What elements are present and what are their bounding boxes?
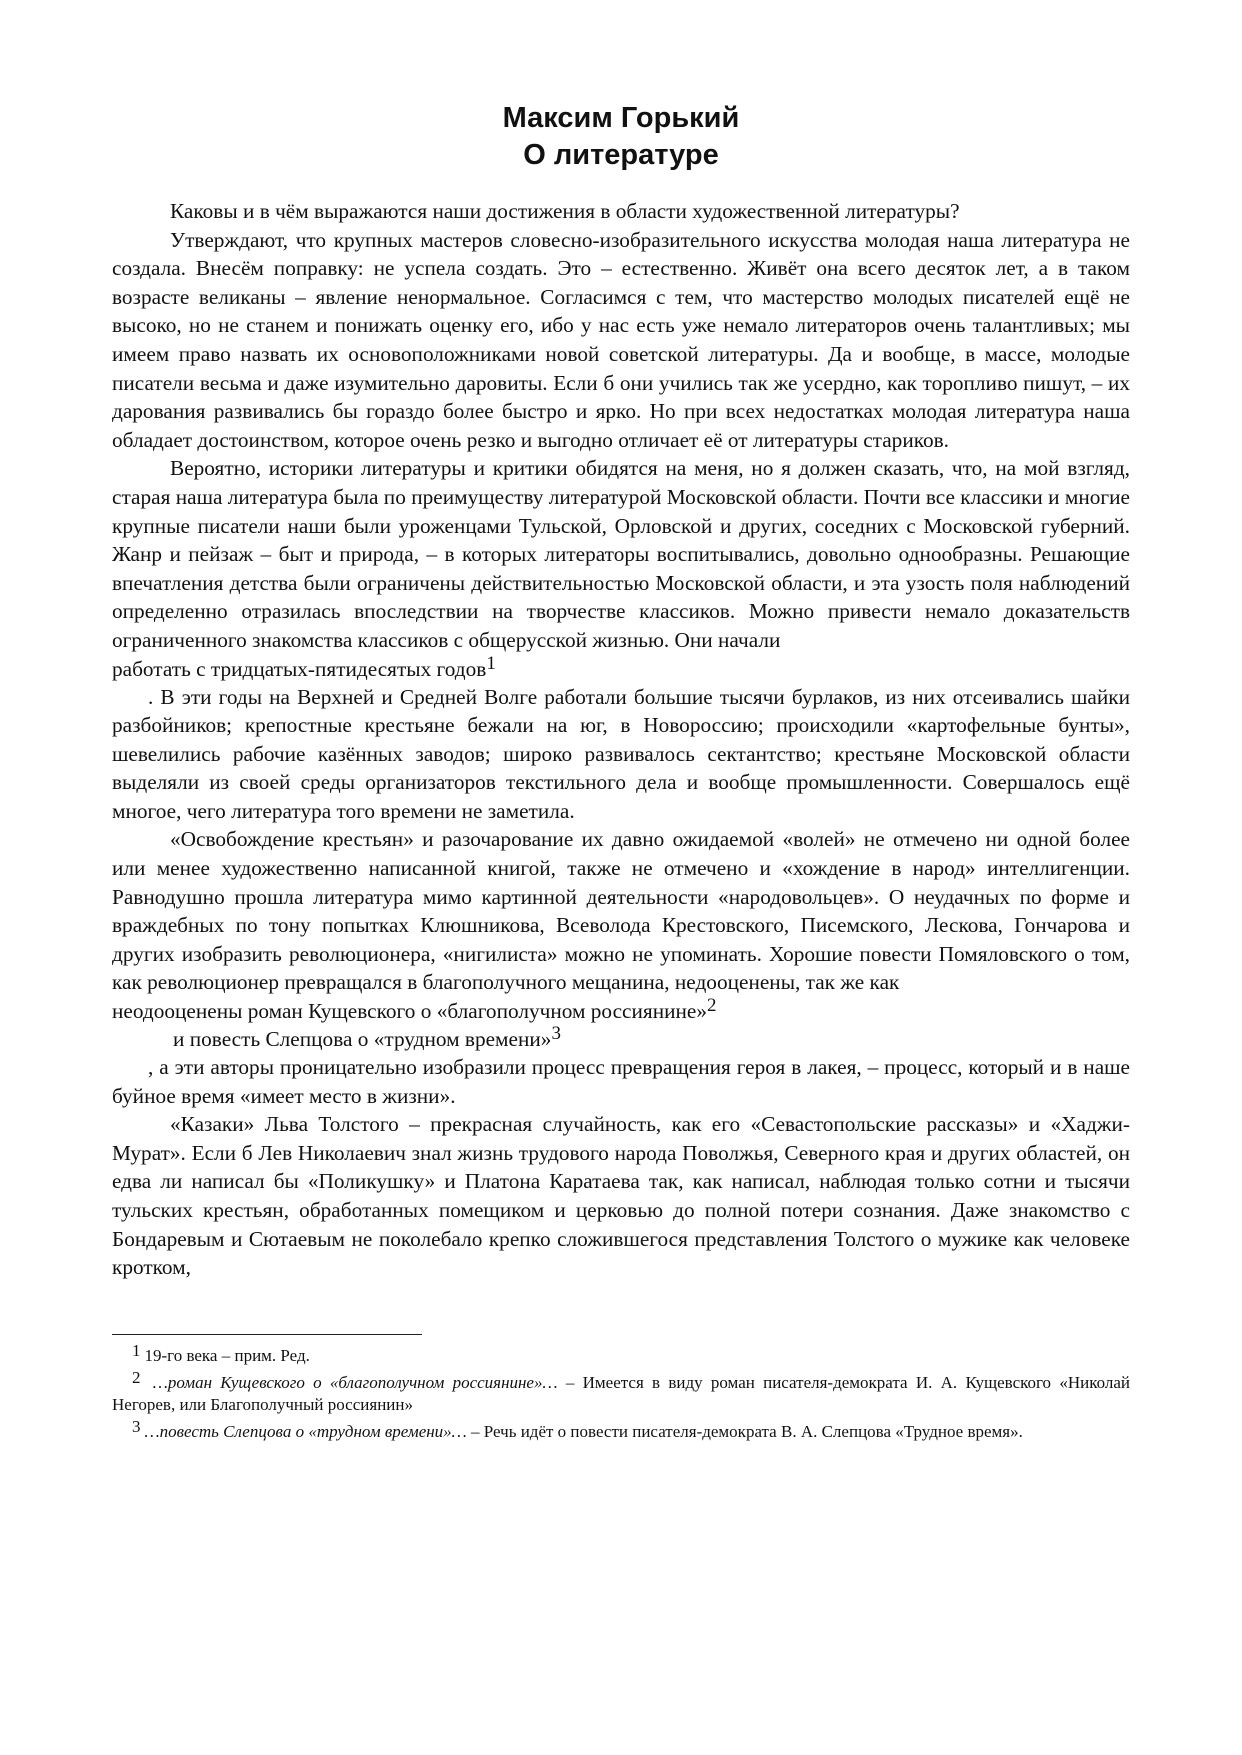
paragraph — [112, 454, 1130, 654]
footnote-marker[interactable]: 2 — [707, 995, 717, 1017]
document-header — [112, 100, 1130, 174]
footnotes — [112, 1340, 1130, 1443]
paragraph-text: и повесть Слепцова о «трудном времени» — [173, 1027, 552, 1052]
paragraph-line — [112, 1025, 1130, 1053]
document-title: О литературе — [523, 139, 719, 171]
footnote-reference: …повесть Слепцова о «трудном времени»… — [144, 1421, 467, 1441]
footnote — [112, 1340, 1130, 1367]
paragraph: . В эти годы на Верхней и Средней Волге работали большие тысячи бурлаков, из них отсеивались шайки разбойников; крепостные крестьяне бежали на юг, в Новороссию; происходили «картофельные бунты», шевелились рабочие казённых заводов; широко развивалось сектантство; крестьяне Московской области выделяли из своей среды организаторов текстильного дела и вообще промышленности. Совершалось ещё многое, чего литература того времени не заметила. — [112, 684, 1130, 823]
paragraph-text: Вероятно, историки литературы и критики обидятся на меня, но я должен сказать, что, на мой взгляд, старая наша литература была по преимуществу литературой Московской области. Почти все классики и многие крупные писатели наши были уроженцами Тульской, Орловской и других, соседних с Московской губерний. Жанр и пейзаж – быт и природа, – в которых литераторы воспитывались, довольно однообразны. Решающие впечатления детства были ограничены действительностью Московской области, и эта узость поля наблюдений определенно отразилась впоследствии на творчестве классиков. Можно привести немало доказательств ограниченного знакомства классиков с общерусской жизнью. Они начали — [112, 456, 1130, 652]
author-name: Максим Горький — [502, 102, 740, 134]
footnote-text: – Имеется в виду роман писателя-демократа И. А. Кущевского «Николай Негорев, или Благополучный россиянин» — [112, 1372, 1130, 1414]
paragraph: «Казаки» Льва Толстого – прекрасная случайность, как его «Севастопольские рассказы» и «Хаджи-Мурат». Если б Лев Николаевич знал жизнь трудового народа Поволжья, Северного края и других областей, он едва ли написал бы «Поликушку» и Платона Каратаева так, как написал, наблюдая только сотни и тысячи тульских крестьян, обработанных помещиком и церковью до полной потери сознания. Даже знакомство с Бондаревым и Сютаевым не поколебало крепко сложившегося представления Толстого о мужике как человеке кротком, — [112, 1112, 1130, 1280]
footnote-number: 2 — [132, 1367, 141, 1387]
footnote — [112, 1367, 1130, 1416]
paragraph: Утверждают, что крупных мастеров словесно-изобразительного искусства молодая наша литература не создала. Внесём поправку: не успела создать. Это – естественно. Живёт она всего десяток лет, а в таком возрасте великаны – явление ненормальное. Согласимся с тем, что мастерство молодых писателей ещё не высоко, но не станем и понижать оценку его, ибо у нас есть уже немало литераторов очень талантливых; мы имеем право назвать их основоположниками новой советской литературы. Да и вообще, в массе, молодые писатели весьма и даже изумительно даровиты. Если б они учились так же усердно, как торопливо пишут, – их дарования развивались бы гораздо более быстро и ярко. Но при всех недостатках молодая литература наша обладает достоинством, которое очень резко и выгодно отличает её от литературы стариков. — [112, 227, 1130, 452]
paragraph-text: неодооценены роман Кущевского о «благополучном россиянине» — [112, 999, 707, 1024]
paragraph: «Освобождение крестьян» и разочарование их давно ожидаемой «волей» не отмечено ни одной более или менее художественно написанной книгой, также не отмечено и «хождение в народ» интеллигенции. Равнодушно прошла литература мимо картинной деятельности «народовольцев». О неудачных по форме и враждебных по тону попытках Клюшникова, Всеволода Крестовского, Писемского, Лескова, Гончарова и других изобразить революционера, «нигилиста» можно не упоминать. Хорошие повести Помяловского о том, как революционер превращался в благополучного мещанина, недооценены, так же как — [112, 827, 1130, 995]
body-text — [112, 197, 1130, 1282]
paragraph: Каковы и в чём выражаются наши достижения в области художественной литературы? — [170, 199, 960, 223]
paragraph-line — [112, 652, 1130, 683]
paragraph-line — [112, 997, 1130, 1025]
footnote-number: 1 — [132, 1340, 141, 1360]
footnote-divider — [112, 1334, 422, 1335]
footnote-marker[interactable]: 1 — [486, 652, 496, 674]
paragraph-text: работать с тридцатых-пятидесятых годов — [112, 656, 487, 681]
footnote-text: 19-го века – прим. Ред. — [144, 1345, 310, 1365]
paragraph: , а эти авторы проницательно изобразили процесс превращения героя в лакея, – процесс, который и в наше буйное время «имеет место в жизни». — [112, 1055, 1130, 1108]
footnote-marker[interactable]: 3 — [551, 1023, 561, 1045]
footnote-text: – Речь идёт о повести писателя-демократа В. А. Слепцова «Трудное время». — [466, 1421, 1023, 1441]
footnote-reference: …роман Кущевского о «благополучном россиянине»… — [152, 1372, 558, 1392]
footnote-number: 3 — [132, 1416, 141, 1436]
footnote — [112, 1416, 1130, 1443]
document-page — [112, 100, 1130, 1448]
